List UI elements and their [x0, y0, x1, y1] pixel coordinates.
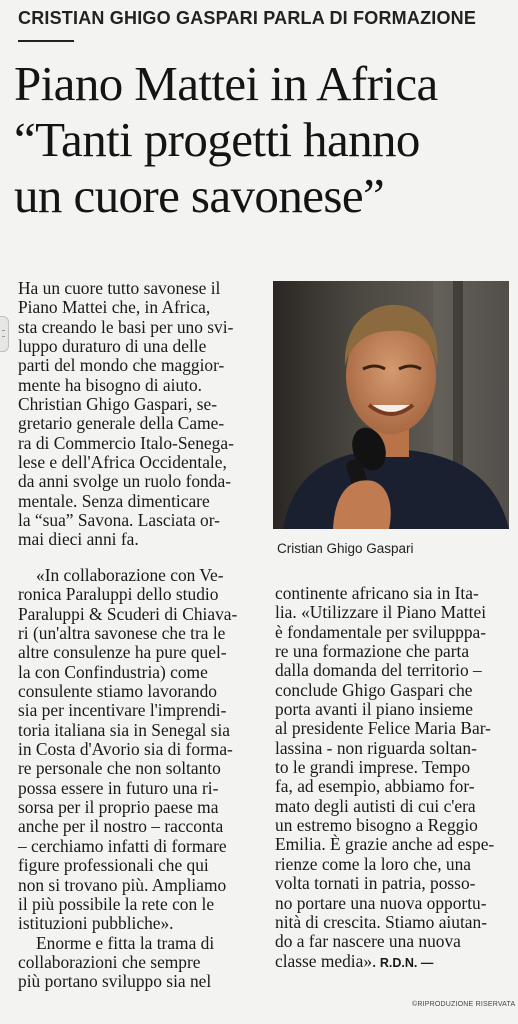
text-line: mato degli autisti di cui c'era	[275, 795, 476, 816]
kicker: CRISTIAN GHIGO GASPARI PARLA DI FORMAZIONE	[18, 8, 477, 28]
text-line: dalla domanda del territorio –	[275, 660, 482, 681]
text-line: più portano sviluppo sia nel	[18, 971, 212, 992]
text-line: Paraluppi & Scuderi di Chiava-	[18, 603, 238, 624]
text-line: ra di Commercio Italo-Senega-	[18, 432, 234, 453]
text-line: porta avanti il piano insieme	[275, 699, 474, 720]
text-line: un estremo bisogno a Reggio	[275, 815, 478, 836]
text-line: al presidente Felice Maria Bar-	[275, 718, 491, 739]
article-column-2	[275, 584, 513, 973]
portrait-photo	[273, 281, 509, 529]
text-line: classe media». R.D.N. —	[275, 950, 434, 971]
text-line: Ha un cuore tutto savonese il	[18, 278, 221, 298]
text-line: collaborazioni che sempre	[18, 951, 201, 972]
text-line: rienze come la loro che, una	[275, 853, 472, 874]
rights-notice: ©RIPRODUZIONE RISERVATA	[412, 1001, 516, 1008]
text-line: Emilia. È grazie anche ad espe-	[275, 834, 495, 855]
text-line: fa, ad esempio, abbiamo for-	[275, 776, 475, 797]
text-line: sorsa per il proprio paese ma	[18, 797, 219, 818]
text-line: no portare una nuova opportu-	[275, 892, 487, 913]
text-line: lese e dell'Africa Occidentale,	[18, 452, 227, 473]
text-line: non si trovano più. Ampliamo	[18, 874, 227, 895]
text-line: in Costa d'Avorio sia di forma-	[18, 739, 233, 760]
text-line: lia. «Utilizzare il Piano Mattei	[275, 602, 487, 623]
text-line: Enorme e fitta la trama di	[36, 932, 215, 953]
text-line: – cerchiamo infatti di formare	[18, 835, 227, 856]
text-line: la “sua” Savona. Lasciata or-	[18, 510, 220, 531]
page-edge-tab	[0, 316, 9, 352]
headline-line-1: Piano Mattei in Africa	[14, 56, 438, 111]
text-line: istituzioni pubbliche».	[18, 913, 174, 934]
text-line: re una formazione che parta	[275, 641, 470, 662]
text-line: parti del mondo che maggior-	[18, 355, 225, 376]
article-column-1-top	[18, 279, 270, 550]
text-line: possa essere in futuro una ri-	[18, 777, 219, 798]
text-line: gretario generale della Came-	[18, 413, 225, 434]
text-line: mai dieci anni fa.	[18, 529, 139, 550]
text-line: Piano Mattei che, in Africa,	[18, 297, 211, 318]
headline-line-3: un cuore savonese”	[14, 168, 385, 223]
text-line: volta tornati in patria, posso-	[275, 873, 476, 894]
text-line: toria italiana sia in Senegal sia	[18, 719, 230, 740]
text-line: sia per incentivare l'imprendi-	[18, 700, 227, 721]
text-line: continente africano sia in Ita-	[275, 583, 479, 603]
text-line: anche per il nostro – racconta	[18, 816, 224, 837]
text-line: è fondamentale per svilupppa-	[275, 621, 487, 642]
text-line: consulente stiamo lavorando	[18, 681, 217, 702]
text-line: do a far nascere una nuova	[275, 931, 461, 952]
text-line: ronica Paraluppi dello studio	[18, 584, 219, 605]
portrait-illustration	[273, 281, 509, 529]
text-line: figure professionali che qui	[18, 855, 209, 876]
text-line: ri (un'altra savonese che tra le	[18, 623, 226, 644]
text-line: da anni svolge un ruolo fonda-	[18, 471, 231, 492]
text-line: la con Confindustria) come	[18, 661, 208, 682]
article-column-1-bottom	[18, 566, 270, 992]
text-line: mentale. Senza dimenticare	[18, 490, 210, 511]
text-line: altre consulenze ha pure quel-	[18, 642, 227, 663]
text-line: «In collaborazione con Ve-	[36, 565, 224, 585]
author-signature: R.D.N. —	[376, 955, 434, 970]
text-line: nità di crescita. Stiamo aiutan-	[275, 911, 487, 932]
text-line: sta creando le basi per uno svi-	[18, 316, 234, 337]
text-line: re personale che non soltanto	[18, 758, 221, 779]
text-line: to le grandi imprese. Tempo	[275, 757, 471, 778]
text-line: il più possibile la rete con le	[18, 893, 215, 914]
kicker-rule	[18, 40, 74, 42]
text-line: luppo duraturo di una delle	[18, 336, 207, 357]
text-line: conclude Ghigo Gaspari che	[275, 679, 473, 700]
photo-caption: Cristian Ghigo Gaspari	[277, 541, 414, 556]
text-line: Christian Ghigo Gaspari, se-	[18, 394, 217, 415]
headline	[14, 56, 509, 224]
text-line: mente ha bisogno di aiuto.	[18, 374, 203, 395]
text-line: lassina - non riguarda soltan-	[275, 737, 477, 758]
headline-line-2: “Tanti progetti hanno	[14, 112, 420, 167]
